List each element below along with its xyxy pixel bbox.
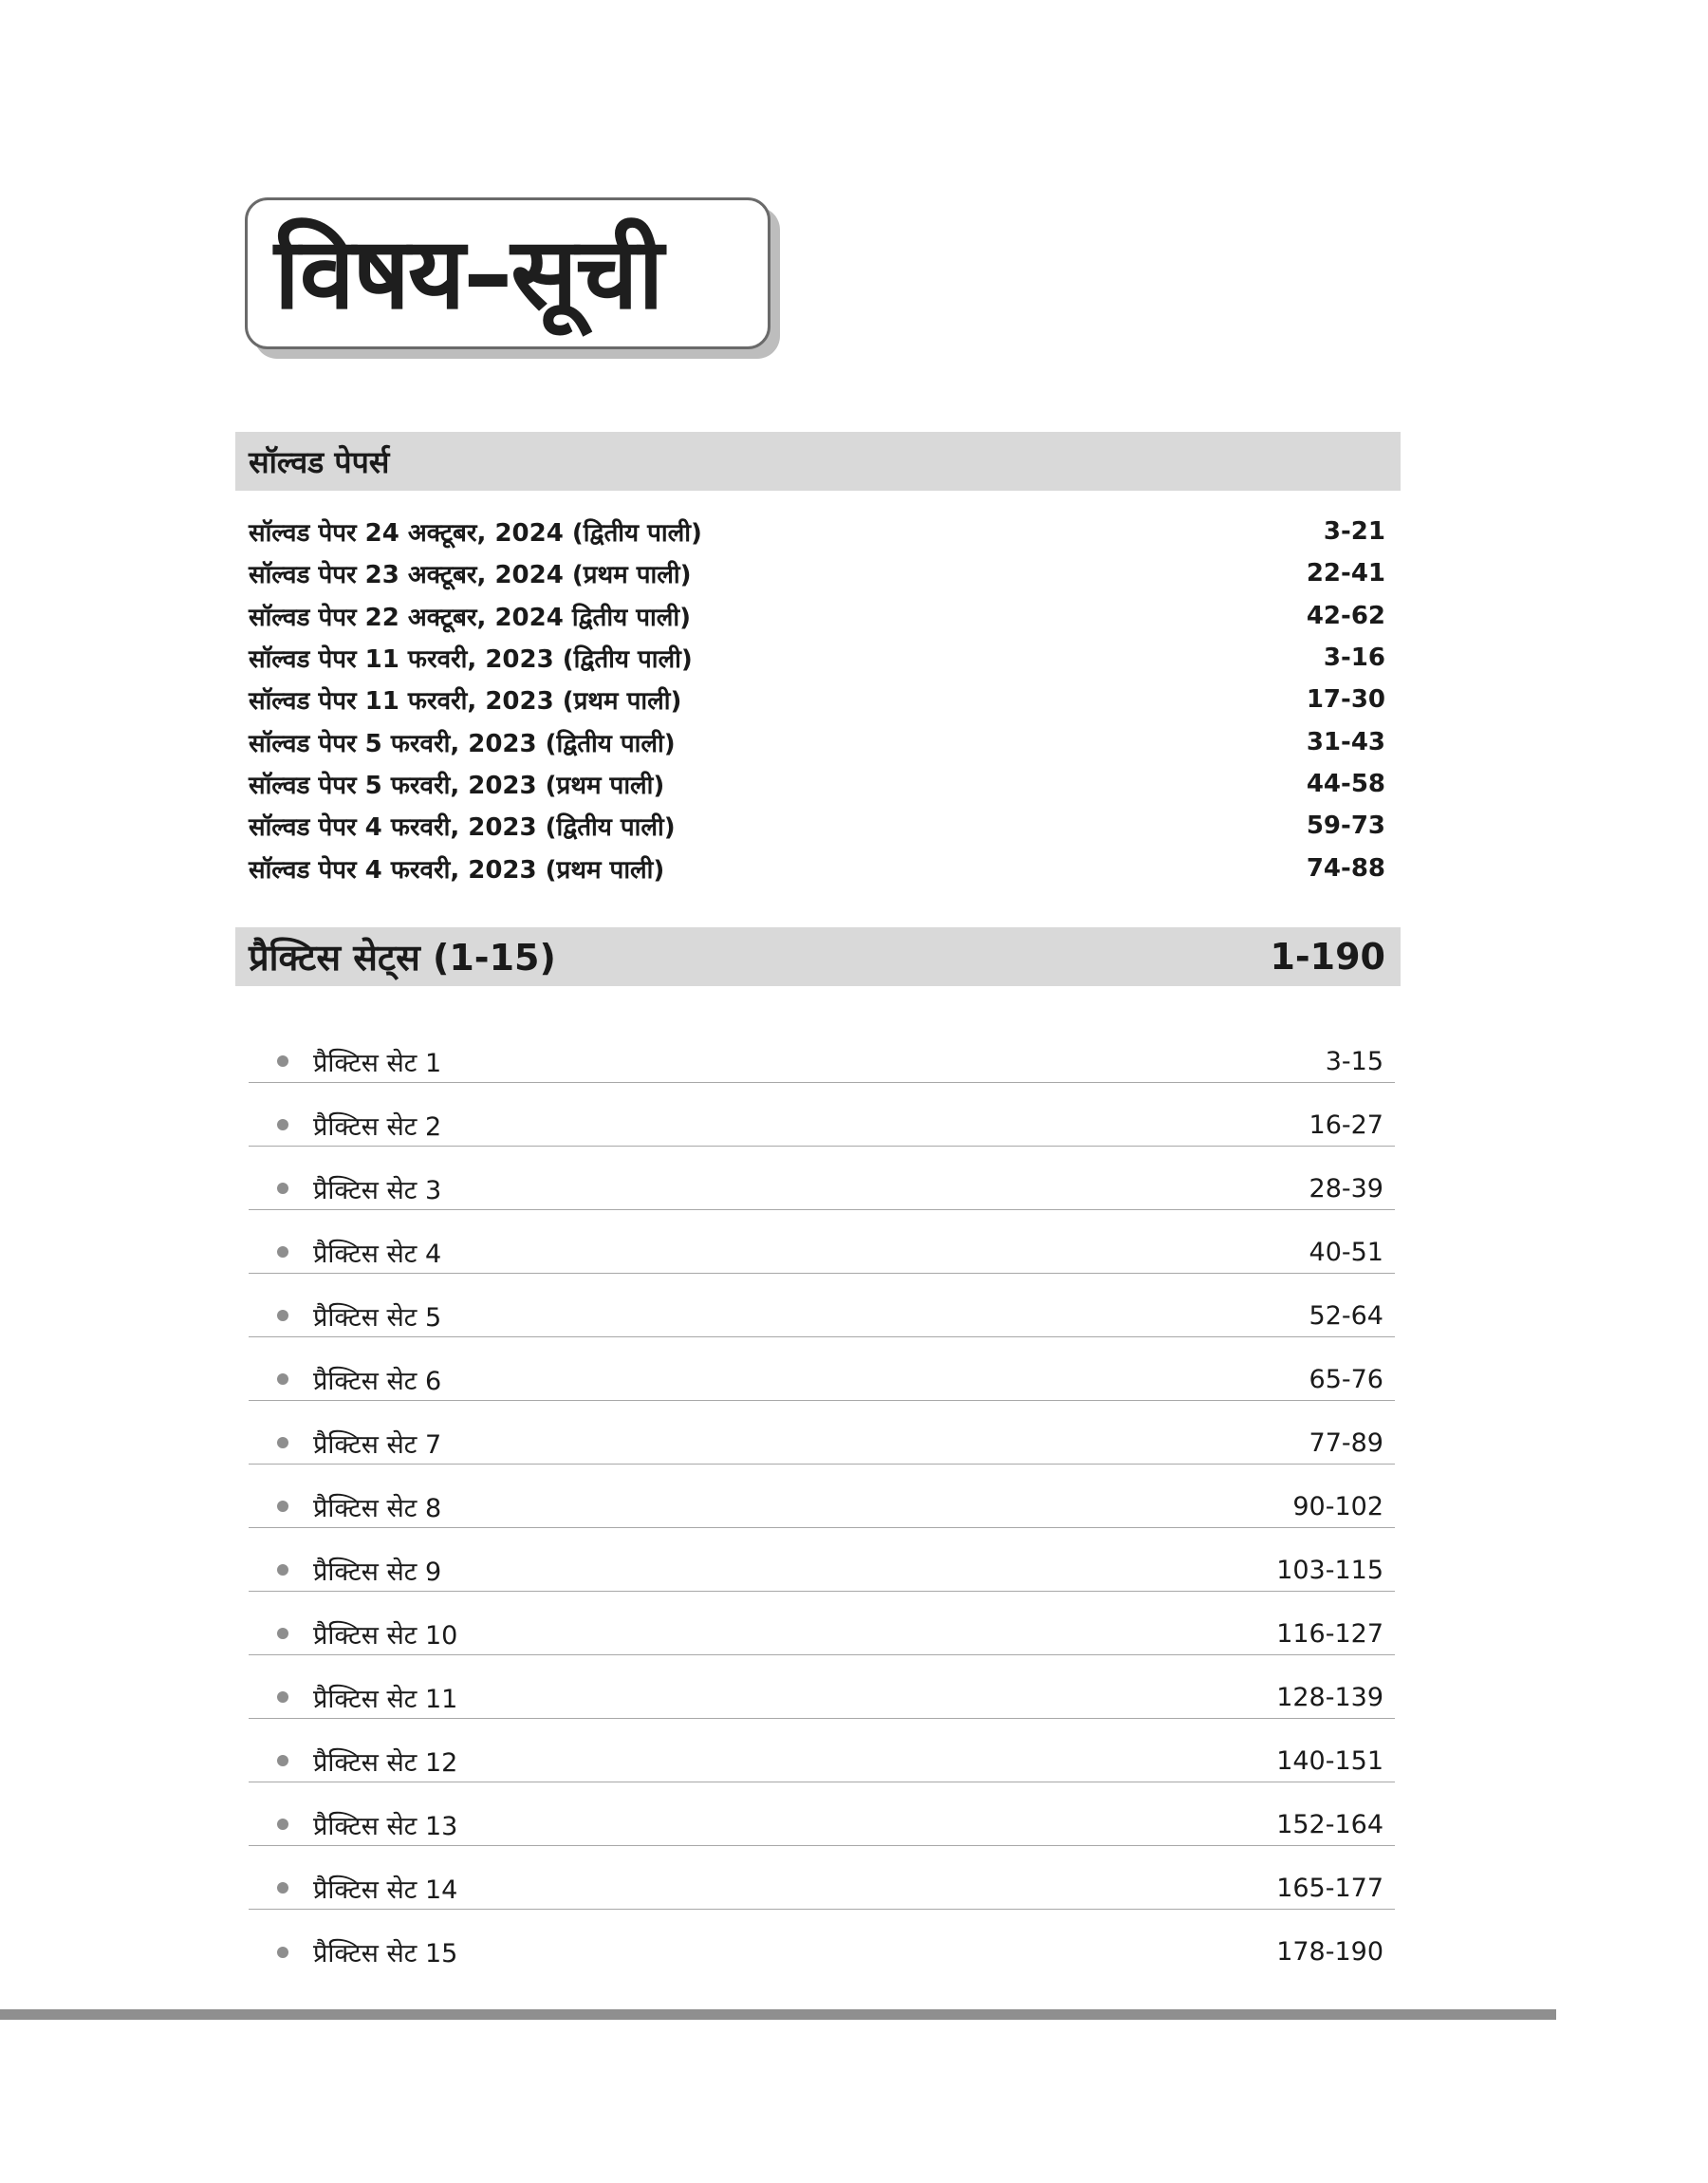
toc-entry-label: सॉल्वड पेपर 4 फरवरी, 2023 (प्रथम पाली) (249, 855, 665, 885)
practice-set-pages: 52-64 (1309, 1300, 1383, 1331)
bullet-icon (277, 1437, 288, 1448)
practice-set-pages: 40-51 (1309, 1237, 1383, 1267)
practice-sets-header (235, 927, 1401, 986)
practice-set-pages: 152-164 (1276, 1809, 1383, 1839)
bullet-icon (277, 1819, 288, 1830)
practice-set-pages: 90-102 (1292, 1491, 1383, 1521)
practice-set-entry[interactable] (249, 1655, 1395, 1719)
toc-entry-pages: 44-58 (1306, 769, 1385, 798)
toc-entry-label: सॉल्वड पेपर 4 फरवरी, 2023 (द्वितीय पाली) (249, 813, 676, 843)
toc-entry-label: सॉल्वड पेपर 11 फरवरी, 2023 (द्वितीय पाली) (249, 645, 693, 675)
bullet-icon (277, 1246, 288, 1258)
toc-entry-pages: 74-88 (1306, 853, 1385, 883)
practice-set-entry[interactable] (249, 1401, 1395, 1465)
toc-entry[interactable] (249, 720, 1385, 762)
practice-set-pages: 128-139 (1276, 1682, 1383, 1712)
practice-set-label: प्रैक्टिस सेट 8 (313, 1493, 442, 1523)
toc-entry[interactable] (249, 847, 1385, 888)
solved-papers-header (235, 432, 1401, 491)
practice-set-entry[interactable] (249, 1846, 1395, 1910)
bullet-icon (277, 1183, 288, 1194)
toc-entry-pages: 59-73 (1306, 812, 1385, 841)
practice-set-pages: 28-39 (1309, 1173, 1383, 1203)
toc-entry-label: सॉल्वड पेपर 22 अक्टूबर, 2024 द्वितीय पाली) (249, 603, 691, 632)
practice-set-label: प्रैक्टिस सेट 6 (313, 1366, 442, 1396)
toc-entry-pages: 42-62 (1306, 601, 1385, 630)
practice-set-pages: 3-15 (1325, 1046, 1383, 1076)
practice-set-label: प्रैक्टिस सेट 13 (313, 1811, 458, 1841)
practice-set-entry[interactable] (249, 1274, 1395, 1337)
bottom-divider (0, 2009, 1556, 2020)
bullet-icon (277, 1564, 288, 1576)
practice-set-entry[interactable] (249, 1210, 1395, 1274)
bullet-icon (277, 1628, 288, 1639)
practice-set-pages: 165-177 (1276, 1873, 1383, 1903)
toc-entry-pages: 31-43 (1306, 727, 1385, 756)
toc-entry-pages: 22-41 (1306, 559, 1385, 588)
practice-set-entry[interactable] (249, 1147, 1395, 1210)
practice-set-label: प्रैक्टिस सेट 2 (313, 1111, 442, 1142)
practice-set-label: प्रैक्टिस सेट 11 (313, 1684, 458, 1714)
practice-set-label: प्रैक्टिस सेट 15 (313, 1939, 458, 1968)
practice-set-entry[interactable] (249, 1465, 1395, 1528)
practice-set-label: प्रैक्टिस सेट 12 (313, 1747, 458, 1778)
bullet-icon (277, 1691, 288, 1703)
practice-sets-heading: प्रैक्टिस सेट्स (1-15) (249, 937, 556, 979)
bullet-icon (277, 1055, 288, 1067)
practice-set-label: प्रैक्टिस सेट 10 (313, 1620, 458, 1651)
toc-entry[interactable] (249, 552, 1385, 594)
toc-entry-label: सॉल्वड पेपर 5 फरवरी, 2023 (प्रथम पाली) (249, 771, 665, 800)
practice-set-pages: 16-27 (1309, 1110, 1383, 1140)
solved-papers-list (249, 511, 1385, 889)
toc-entry[interactable] (249, 595, 1385, 637)
practice-set-label: प्रैक्टिस सेट 1 (313, 1048, 442, 1078)
practice-set-entry[interactable] (249, 1337, 1395, 1401)
toc-entry[interactable] (249, 511, 1385, 552)
practice-set-pages: 103-115 (1276, 1555, 1383, 1585)
practice-set-label: प्रैक्टिस सेट 7 (313, 1429, 442, 1460)
solved-papers-heading: सॉल्वड पेपर्स (249, 443, 390, 480)
title-box (245, 197, 770, 349)
practice-set-entry[interactable] (249, 1782, 1395, 1846)
practice-set-entry[interactable] (249, 1083, 1395, 1147)
practice-set-label: प्रैक्टिस सेट 4 (313, 1239, 442, 1269)
toc-entry-pages: 3-16 (1323, 644, 1385, 673)
toc-entry[interactable] (249, 763, 1385, 805)
practice-set-entry[interactable] (249, 1528, 1395, 1592)
page-title: विषय–सूची (274, 215, 662, 331)
toc-entry-pages: 17-30 (1306, 685, 1385, 715)
bullet-icon (277, 1310, 288, 1321)
toc-entry-label: सॉल्वड पेपर 5 फरवरी, 2023 (द्वितीय पाली) (249, 729, 676, 758)
toc-entry[interactable] (249, 637, 1385, 679)
toc-entry-label: सॉल्वड पेपर 24 अक्टूबर, 2024 (द्वितीय पाली) (249, 519, 702, 549)
practice-sets-list (249, 1019, 1395, 1973)
practice-set-pages: 65-76 (1309, 1364, 1383, 1394)
practice-set-entry[interactable] (249, 1592, 1395, 1655)
practice-set-label: प्रैक्टिस सेट 5 (313, 1302, 442, 1333)
bullet-icon (277, 1755, 288, 1766)
toc-entry-label: सॉल्वड पेपर 23 अक्टूबर, 2024 (प्रथम पाली) (249, 561, 692, 590)
practice-set-entry[interactable] (249, 1910, 1395, 1973)
toc-entry[interactable] (249, 805, 1385, 847)
bullet-icon (277, 1373, 288, 1385)
practice-set-pages: 77-89 (1309, 1427, 1383, 1458)
bullet-icon (277, 1882, 288, 1894)
bullet-icon (277, 1501, 288, 1512)
practice-sets-pages: 1-190 (1270, 936, 1385, 978)
practice-set-label: प्रैक्टिस सेट 9 (313, 1557, 442, 1587)
practice-set-entry[interactable] (249, 1719, 1395, 1782)
practice-set-label: प्रैक्टिस सेट 14 (313, 1875, 458, 1905)
toc-entry-label: सॉल्वड पेपर 11 फरवरी, 2023 (प्रथम पाली) (249, 687, 682, 717)
practice-set-entry[interactable] (249, 1019, 1395, 1083)
toc-entry-pages: 3-21 (1323, 517, 1385, 547)
practice-set-pages: 178-190 (1276, 1937, 1383, 1967)
practice-set-pages: 140-151 (1276, 1745, 1383, 1776)
practice-set-pages: 116-127 (1276, 1618, 1383, 1649)
bullet-icon (277, 1119, 288, 1130)
practice-set-label: प्रैक्टिस सेट 3 (313, 1175, 442, 1205)
bullet-icon (277, 1947, 288, 1958)
toc-entry[interactable] (249, 679, 1385, 720)
